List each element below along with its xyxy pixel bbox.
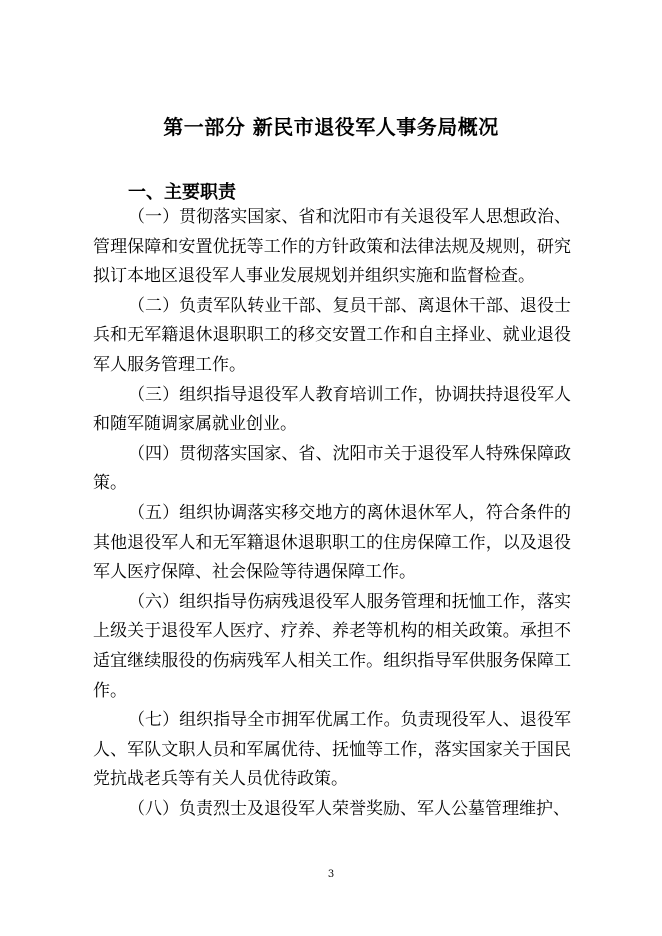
paragraph-duty-2: （二）负责军队转业干部、复员干部、离退休干部、退役士兵和无军籍退休退职职工的移交安置工作和自主择业、就业退役军人服务管理工作。 [93, 295, 571, 375]
paragraph-duty-5: （五）组织协调落实移交地方的离休退休军人，符合条件的其他退役军人和无军籍退休退职职工的住房保障工作，以及退役军人医疗保障、社会保险等待遇保障工作。 [93, 502, 571, 583]
paragraph-duty-8: （八）负责烈士及退役军人荣誉奖励、军人公墓管理维护、 [128, 798, 570, 819]
paragraph-duty-4: （四）贯彻落实国家、省、沈阳市关于退役军人特殊保障政策。 [93, 443, 571, 494]
paragraph-duty-6: （六）组织指导伤病残退役军人服务管理和抚恤工作，落实上级关于退役军人医疗、疗养、养老等机构的相关政策。承担不适宜继续服役的伤病残军人相关工作。组织指导军供服务保障工作。 [93, 591, 571, 701]
paragraph-duty-7: （七）组织指导全市拥军优属工作。负责现役军人、退役军人、军队文职人员和军属优待、抚恤等工作，落实国家关于国民党抗战老兵等有关人员优待政策。 [93, 710, 571, 790]
section-heading: 一、主要职责 [128, 182, 236, 203]
paragraph-duty-3: （三）组织指导退役军人教育培训工作，协调扶持退役军人和随军随调家属就业创业。 [93, 384, 571, 435]
paragraph-duty-1: （一）贯彻落实国家、省和沈阳市有关退役军人思想政治、管理保障和安置优抚等工作的方针政策和法律法规及规则，研究拟订本地区退役军人事业发展规划并组织实施和监督检查。 [93, 207, 571, 287]
page-number: 3 [327, 869, 335, 880]
body-text [93, 203, 571, 824]
page-title: 第一部分 新民市退役军人事务局概况 [163, 115, 499, 139]
